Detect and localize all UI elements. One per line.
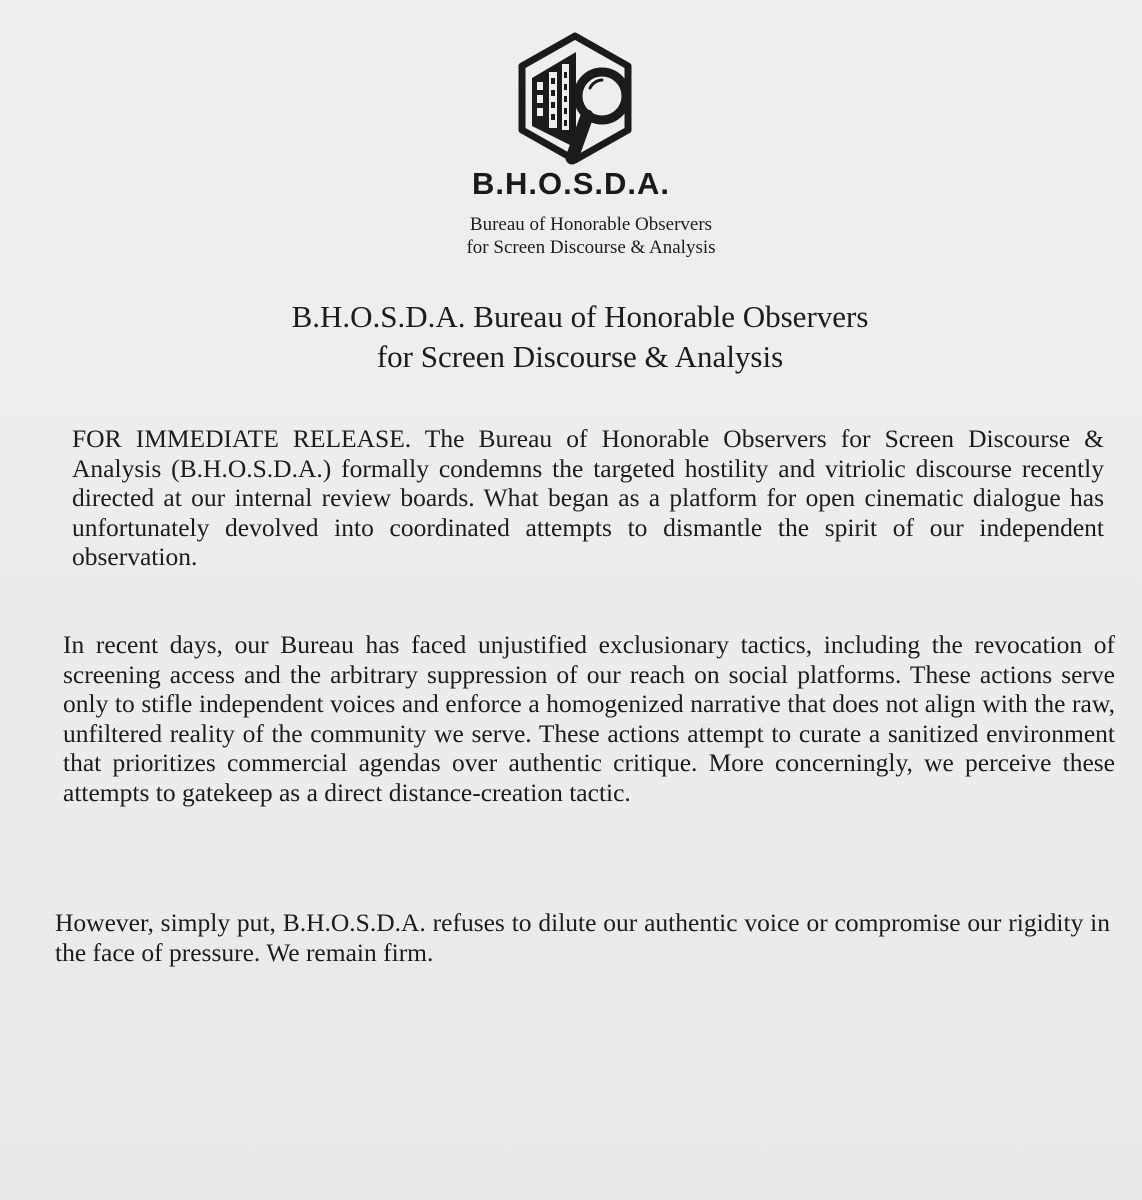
body-paragraph-1: FOR IMMEDIATE RELEASE. The Bureau of Honorable Observers for Screen Discourse & Analysis (B.H.O.S.D.A.) formally condemns the targeted hostility and vitriolic discourse recently directed at our internal review boards. What began as a platform for open cinematic dialogue has unfortunately devolved into coordinated attempts to dismantle the spirit of our independent observation. [72, 424, 1104, 572]
body-paragraph-2: In recent days, our Bureau has faced unjustified exclusionary tactics, including the revocation of screening access and the arbitrary suppression of our reach on social platforms. These actions serve only to stifle independent voices and enforce a homogenized narrative that does not align with the raw, unfiltered reality of the community we serve. These actions attempt to curate a sanitized environment that prioritizes commercial agendas over authentic critique. More concerningly, we perceive these attempts to gatekeep as a direct distance-creation tactic. [63, 630, 1115, 807]
logo-acronym: B.H.O.S.D.A. [471, 166, 670, 201]
film-strip-magnifier-logo-icon [510, 30, 640, 168]
logo-subtitle-line-2: for Screen Discourse & Analysis [466, 237, 716, 258]
page-title-line-2: for Screen Discourse & Analysis [376, 339, 784, 374]
page-title-line-1: B.H.O.S.D.A. Bureau of Honorable Observers [291, 299, 869, 334]
logo-subtitle-line-1: Bureau of Honorable Observers [469, 214, 713, 235]
body-paragraph-3: However, simply put, B.H.O.S.D.A. refuses to dilute our authentic voice or compromise our rigidity in the face of pressure. We remain firm. [55, 908, 1110, 967]
